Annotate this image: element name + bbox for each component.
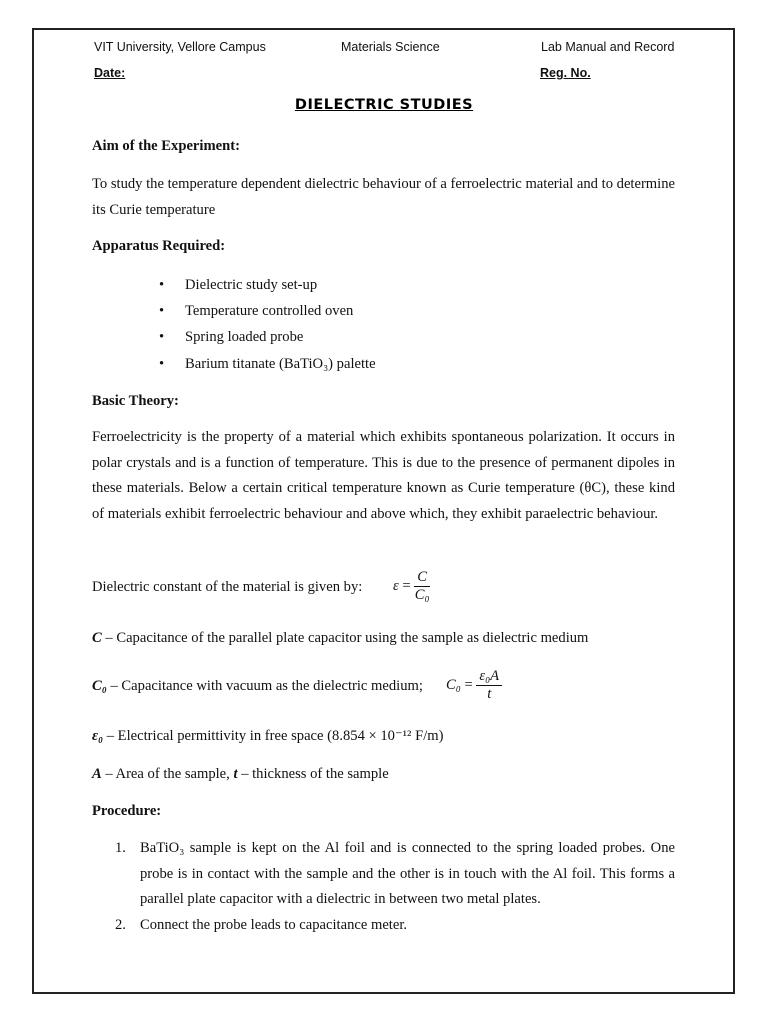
procedure-heading: Procedure: xyxy=(92,803,162,819)
dielectric-constant-line: Dielectric constant of the material is given by: xyxy=(92,579,363,595)
equation-dielectric-constant: ε = $\frac{C}{\text{C₀}}$ xyxy=(393,569,430,603)
apparatus-item: • Temperature controlled oven xyxy=(159,303,354,319)
reg-no-label: Reg. No. xyxy=(540,66,591,80)
apparatus-item: • Barium titanate (BaTiO₃) palette xyxy=(159,356,376,372)
procedure-step: 1. BaTiO₃ sample is kept on the Al foil and is connected to the spring loaded probes. One probe is in contact with the sample and the other is in touch with the Al foil. This forms a parallel plate capacitor with a dielectric in between two metal plates. xyxy=(115,840,675,908)
epsilon0-definition: ε₀ – Electrical permittivity in free space (8.854 × 10⁻¹² F/m) xyxy=(92,728,444,744)
date-label: Date: xyxy=(94,66,126,80)
apparatus-heading: Apparatus Required: xyxy=(92,238,226,254)
page-title: DIELECTRIC STUDIES xyxy=(294,97,474,113)
c-definition: C – Capacitance of the parallel plate capacitor using the sample as dielectric medium xyxy=(92,630,589,646)
header-record: Lab Manual and Record xyxy=(541,40,675,54)
aim-text: To study the temperature dependent dielectric behaviour of a ferroelectric material and to determine its Curie temperature xyxy=(92,176,675,218)
header-subject: Materials Science xyxy=(341,40,440,54)
apparatus-item: • Dielectric study set-up xyxy=(159,277,318,293)
aim-heading: Aim of the Experiment: xyxy=(92,138,240,154)
c0-definition: C₀ – Capacitance with vacuum as the dielectric medium; xyxy=(92,678,423,694)
equation-c0: C₀ = $\frac{\text{ε₀A}}{t}$ xyxy=(446,668,502,703)
area-thickness-definition: A – Area of the sample, t – thickness of the sample xyxy=(92,766,389,782)
header-institution: VIT University, Vellore Campus xyxy=(94,40,266,54)
theory-heading: Basic Theory: xyxy=(92,393,179,409)
theory-paragraph: Ferroelectricity is the property of a material which exhibits spontaneous polarization. It occurs in polar crystals and is a function of temperature. This is due to the presence of permanent dipoles in these materials. Below a certain critical temperature known as Curie temperature (θC), these kind of materials exhibit ferroelectric behaviour and above which, they exhibit paraelectric behaviour. xyxy=(92,429,675,522)
procedure-step: 2. Connect the probe leads to capacitance meter. xyxy=(115,917,408,933)
apparatus-item: • Spring loaded probe xyxy=(159,329,304,345)
